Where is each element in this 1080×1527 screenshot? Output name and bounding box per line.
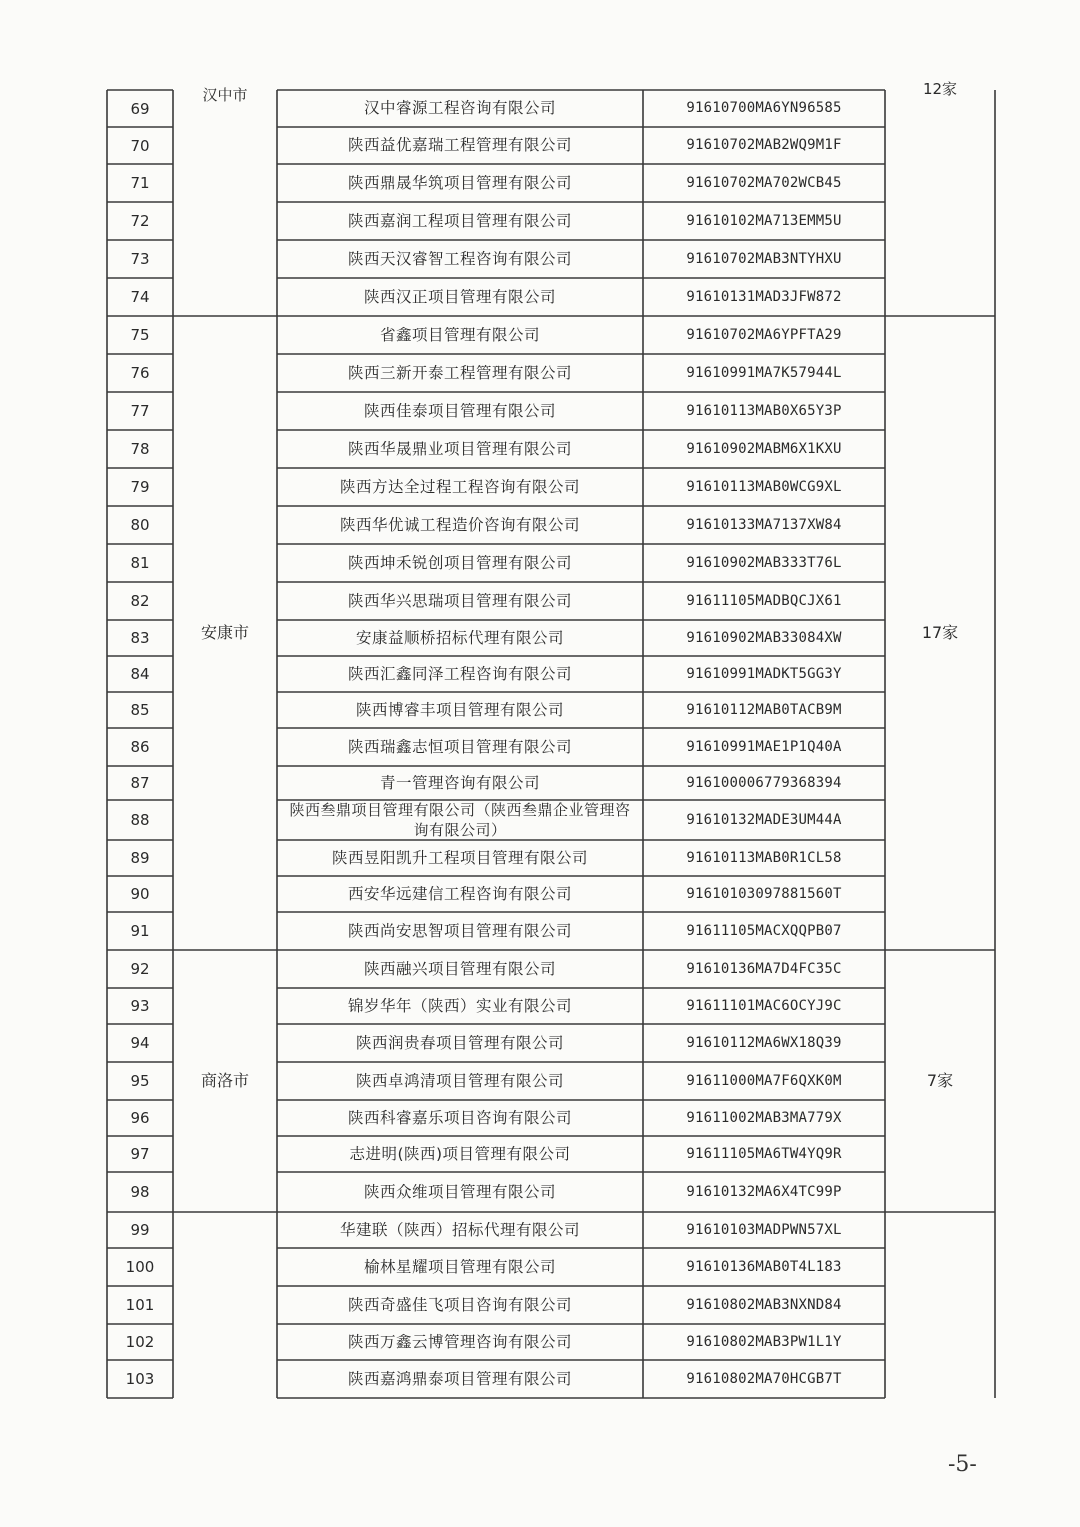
- company-name: 陕西润贵春项目管理有限公司: [355, 1033, 564, 1052]
- credit-code: 91610113MAB0WCG9XL: [686, 478, 842, 495]
- row-number: 95: [130, 1072, 150, 1090]
- row-number: 85: [130, 701, 150, 719]
- row-number: 102: [125, 1333, 155, 1351]
- company-name: 青一管理咨询有限公司: [379, 773, 540, 792]
- row-number: 79: [130, 478, 150, 496]
- company-name: 华建联（陕西）招标代理有限公司: [339, 1220, 580, 1239]
- row-number: 71: [130, 174, 150, 192]
- company-name: 陕西天汉睿智工程咨询有限公司: [347, 249, 572, 268]
- company-name: 陕西博睿丰项目管理有限公司: [355, 700, 564, 719]
- company-name: 陕西卓鸿清项目管理有限公司: [355, 1071, 564, 1090]
- credit-code: 91610113MAB0X65Y3P: [686, 402, 842, 419]
- row-number: 87: [130, 774, 150, 792]
- row-number: 98: [130, 1183, 150, 1201]
- row-number: 75: [130, 326, 150, 344]
- company-name: 西安华远建信工程咨询有限公司: [347, 884, 572, 903]
- row-number: 99: [130, 1221, 150, 1239]
- row-number: 80: [130, 516, 150, 534]
- company-name: 陕西尚安思智项目管理有限公司: [347, 921, 572, 940]
- credit-code: 91610103097881560T: [686, 885, 842, 902]
- company-name: 陕西华优诚工程造价咨询有限公司: [339, 515, 580, 534]
- company-name: 陕西奇盛佳飞项目咨询有限公司: [347, 1295, 572, 1314]
- company-name: 陕西万鑫云博管理咨询有限公司: [347, 1332, 572, 1351]
- credit-code: 91610702MAB2WQ9M1F: [686, 137, 842, 154]
- company-name: 陕西叁鼎项目管理有限公司（陕西叁鼎企业管理咨询有限公司）: [289, 801, 631, 839]
- company-name: 陕西众维项目管理有限公司: [363, 1182, 556, 1201]
- credit-code: 91610102MA713EMM5U: [686, 212, 842, 229]
- row-number: 101: [125, 1296, 155, 1314]
- enterprise-count: 17家: [921, 623, 959, 643]
- credit-code: 91610902MAB33084XW: [686, 629, 842, 646]
- company-name: 锦岁华年（陕西）实业有限公司: [347, 996, 572, 1015]
- row-number: 69: [130, 99, 150, 118]
- credit-code: 91610702MAB3NTYHXU: [686, 250, 842, 267]
- row-number: 100: [125, 1258, 155, 1276]
- row-number: 76: [130, 364, 150, 382]
- row-number: 74: [130, 288, 150, 306]
- row-number: 93: [130, 997, 150, 1015]
- company-name: 志进明(陕西)项目管理有限公司: [349, 1144, 571, 1163]
- company-name: 陕西汇鑫同泽工程咨询有限公司: [347, 664, 572, 683]
- company-name: 陕西华兴思瑞项目管理有限公司: [347, 591, 572, 610]
- credit-code: 91610802MA70HCGB7T: [686, 1370, 842, 1387]
- credit-code: 91611105MA6TW4YQ9R: [686, 1145, 842, 1162]
- credit-code: 91610902MABM6X1KXU: [686, 440, 842, 457]
- row-number: 81: [130, 554, 150, 572]
- company-name: 陕西佳泰项目管理有限公司: [363, 401, 556, 420]
- row-number: 96: [130, 1109, 150, 1127]
- row-number: 92: [130, 960, 150, 978]
- credit-code: 91610991MA7K57944L: [686, 364, 842, 381]
- company-name: 陕西汉正项目管理有限公司: [363, 287, 556, 306]
- company-name: 陕西嘉润工程项目管理有限公司: [347, 211, 572, 230]
- company-name: 安康益顺桥招标代理有限公司: [355, 628, 564, 647]
- row-number: 70: [130, 136, 150, 155]
- credit-code: 91610700MA6YN96585: [686, 100, 842, 117]
- credit-code: 91611101MAC6OCYJ9C: [686, 997, 842, 1014]
- credit-code: 91610103MADPWN57XL: [686, 1221, 842, 1238]
- company-name: 陕西融兴项目管理有限公司: [363, 959, 556, 978]
- row-number: 84: [130, 665, 150, 683]
- company-name: 省鑫项目管理有限公司: [379, 325, 540, 344]
- company-name: 陕西瑞鑫志恒项目管理有限公司: [347, 737, 572, 756]
- row-number: 97: [130, 1145, 150, 1163]
- credit-code: 91610802MAB3PW1L1Y: [686, 1333, 842, 1350]
- row-number: 83: [130, 629, 150, 647]
- credit-code: 91611002MAB3MA779X: [686, 1109, 842, 1126]
- company-name: 榆林星耀项目管理有限公司: [363, 1257, 556, 1276]
- row-number: 90: [130, 885, 150, 903]
- page-number: -5-: [948, 1452, 977, 1477]
- company-name: 陕西鼎晟华筑项目管理有限公司: [347, 173, 572, 192]
- credit-code: 91610802MAB3NXND84: [686, 1296, 842, 1313]
- credit-code: 91610131MAD3JFW872: [686, 288, 842, 305]
- company-name: 陕西坤禾锐创项目管理有限公司: [347, 553, 572, 572]
- row-number: 103: [125, 1370, 155, 1388]
- credit-code: 91610136MAB0T4L183: [686, 1258, 842, 1275]
- credit-code: 91610902MAB333T76L: [686, 554, 842, 571]
- credit-code: 91610112MAB0TACB9M: [686, 701, 842, 718]
- row-number: 77: [130, 402, 150, 420]
- enterprise-count: 7家: [926, 1071, 954, 1091]
- credit-code: 91610113MAB0R1CL58: [686, 849, 842, 866]
- credit-code: 91610136MA7D4FC35C: [686, 960, 842, 977]
- credit-code: 91610133MA7137XW84: [686, 516, 842, 533]
- enterprise-count-cut: 12家: [922, 80, 958, 98]
- credit-code: 916100006779368394: [686, 774, 842, 791]
- row-number: 73: [130, 250, 150, 268]
- company-name: 陕西昱阳凯升工程项目管理有限公司: [331, 848, 588, 867]
- credit-code: 91610112MA6WX18Q39: [686, 1034, 842, 1051]
- credit-code: 91610132MADE3UM44A: [686, 811, 842, 828]
- row-number: 72: [130, 212, 150, 230]
- company-name: 汉中睿源工程咨询有限公司: [363, 99, 556, 118]
- city-name: 商洛市: [200, 1071, 249, 1091]
- company-name: 陕西方达全过程工程咨询有限公司: [339, 477, 580, 496]
- row-number: 89: [130, 849, 150, 867]
- city-name: 安康市: [200, 623, 249, 643]
- credit-code: 91610991MADKT5GG3Y: [686, 665, 842, 682]
- row-number: 86: [130, 738, 150, 756]
- credit-code: 91611105MACXQQPB07: [686, 922, 842, 939]
- row-number: 82: [130, 592, 150, 610]
- credit-code: 91610991MAE1P1Q40A: [686, 738, 842, 755]
- company-name: 陕西科睿嘉乐项目咨询有限公司: [347, 1108, 572, 1127]
- company-name: 陕西益优嘉瑞工程管理有限公司: [347, 136, 572, 155]
- row-number: 78: [130, 440, 150, 458]
- credit-code: 91610702MA702WCB45: [686, 174, 842, 191]
- credit-code: 91610132MA6X4TC99P: [686, 1183, 842, 1200]
- row-number: 91: [130, 922, 150, 940]
- company-name: 陕西三新开泰工程管理有限公司: [347, 363, 572, 382]
- credit-code: 91611105MADBQCJX61: [686, 592, 842, 609]
- credit-code: 91611000MA7F6QXK0M: [686, 1072, 842, 1089]
- company-name: 陕西嘉鸿鼎泰项目管理有限公司: [347, 1369, 572, 1388]
- row-number: 88: [130, 811, 150, 829]
- credit-code: 91610702MA6YPFTA29: [686, 326, 842, 343]
- row-number: 94: [130, 1034, 150, 1052]
- company-name: 陕西华晟鼎业项目管理有限公司: [347, 439, 572, 458]
- city-name-cut: 汉中市: [202, 86, 248, 104]
